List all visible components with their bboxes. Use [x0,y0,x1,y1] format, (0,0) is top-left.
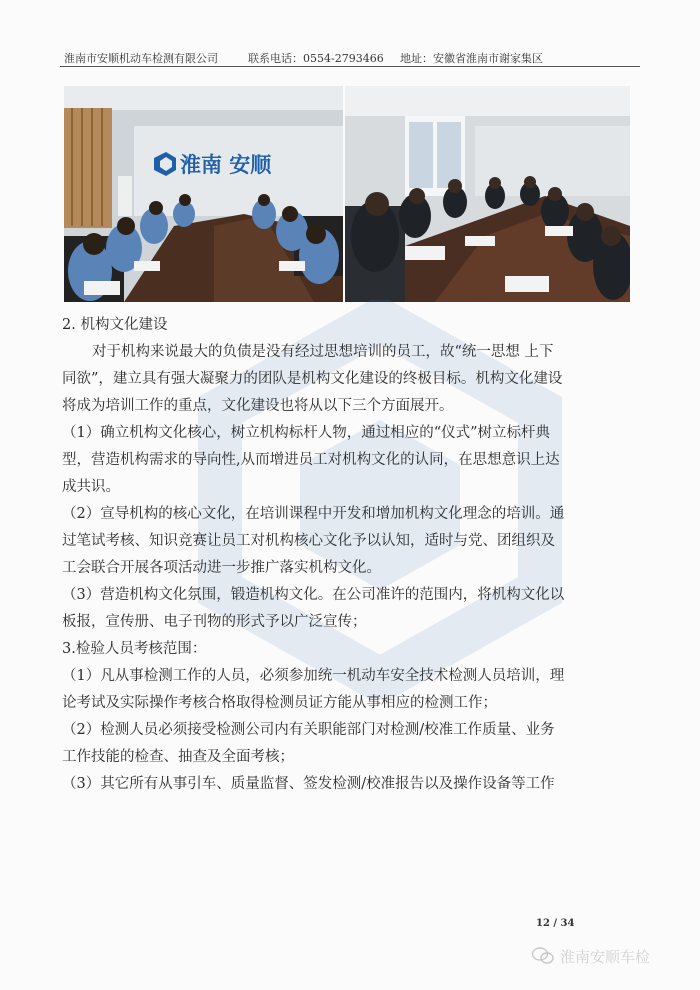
header-address: 地址：安徽省淮南市谢家集区 [400,52,543,65]
list-item-line: 工会联合开展各项活动进一步推广落实机构文化。 [62,560,381,576]
header-company: 淮南市安顺机动车检测有限公司 [64,52,218,65]
list-item-line: 成共识。 [62,479,120,495]
paragraph-line: 对于机构来说最大的负债是没有经过思想培训的员工，故“统一思想 上下 [92,344,554,360]
page-header [60,46,640,67]
list-item-line: （3）营造机构文化氛围，锻造机构文化。在公司准许的范围内，将机构文化以 [62,587,565,603]
section-3-title: 3.检验人员考核范围： [62,641,207,657]
list-item-line: 论考试及实际操作考核合格取得检测员证方能从事相应的检测工作； [62,695,497,711]
page-number: 12 / 34 [536,918,575,929]
list-item-line: （3）其它所有从事引车、质量监督、签发检测/校准报告以及操作设备等工作 [62,776,555,792]
list-item-line: 型，营造机构需求的导向性,从而增进员工对机构文化的认同，在思想意识上达 [62,452,560,468]
section-2-title: 2. 机构文化建设 [62,317,168,333]
meeting-photo-left [64,86,343,302]
list-item-line: 过笔试考核、知识竞赛让员工对机构核心文化予以认知，适时与党、团组织及 [62,533,555,549]
meeting-photo-right [345,86,630,302]
list-item-line: （2）宣导机构的核心文化，在培训课程中开发和增加机构文化理念的培训。通 [62,506,565,522]
footer-watermark [532,946,650,969]
paragraph-line: 同欲”，建立具有强大凝聚力的团队是机构文化建设的终极目标。机构文化建设 [62,371,563,387]
photo-row [64,86,630,302]
list-item-line: （1）凡从事检测工作的人员，必须参加统一机动车安全技术检测人员培训，理 [62,668,565,684]
document-body [62,312,642,798]
list-item-line: 板报，宣传册、电子刊物的形式予以广泛宣传； [62,614,367,630]
footer-watermark-text: 淮南安顺车检 [560,948,651,966]
list-item-line: （2）检测人员必须接受检测公司内有关职能部门对检测/校准工作质量、业务 [62,722,555,738]
list-item-line: （1）确立机构文化核心，树立机构标杆人物，通过相应的“仪式”树立标杆典 [62,425,551,441]
wechat-icon [532,947,554,969]
wall-sign-text: 淮南 安顺 [180,153,272,177]
paragraph-line: 将成为培训工作的重点，文化建设也将从以下三个方面展开。 [62,398,454,414]
list-item-line: 工作技能的检查、抽查及全面考核； [62,749,294,765]
header-phone: 联系电话：0554-2793466 [248,52,384,65]
